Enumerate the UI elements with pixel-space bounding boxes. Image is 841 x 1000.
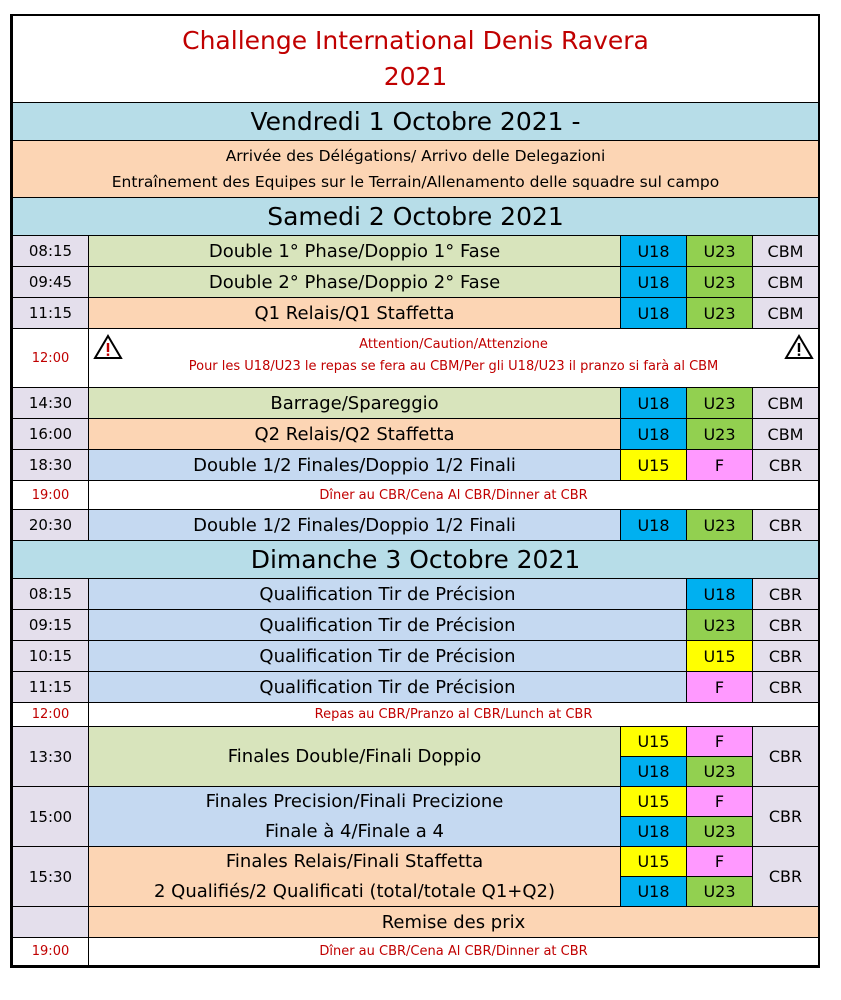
time-cell: 09:15: [13, 610, 89, 641]
event-cell: Barrage/Spareggio: [89, 388, 621, 419]
table-row: [13, 481, 819, 510]
event-cell: Finales Double/Finali Doppio: [89, 727, 621, 787]
event-cell: Double 1° Phase/Doppio 1° Fase: [89, 236, 621, 267]
warning-message: Pour les U18/U23 le repas se fera au CBM/Per gli U18/U23 il pranzo si farà al CBM: [188, 359, 719, 374]
category-badge: U23: [687, 510, 753, 541]
category-badge: F: [687, 450, 753, 481]
event-cell: Double 1/2 Finales/Doppio 1/2 Finali: [89, 450, 621, 481]
category-badge: U18: [621, 388, 687, 419]
category-badge: F: [687, 787, 753, 817]
category-badge: U18: [621, 267, 687, 298]
event-cell: Qualification Tir de Précision: [89, 579, 687, 610]
category-badge: U23: [687, 877, 753, 907]
category-badge: U23: [687, 610, 753, 641]
time-cell: 19:00: [13, 481, 89, 510]
event-cell: Double 1/2 Finales/Doppio 1/2 Finali: [89, 510, 621, 541]
category-badge: F: [687, 727, 753, 757]
title-row: [13, 16, 819, 103]
venue-cell: CBR: [753, 450, 819, 481]
warning-text: [89, 329, 818, 378]
category-badge: U23: [687, 757, 753, 787]
category-badge: F: [687, 672, 753, 703]
time-cell: 15:30: [13, 847, 89, 907]
category-badge: U18: [621, 419, 687, 450]
warning-block: [89, 329, 818, 387]
time-cell: 12:00: [13, 703, 89, 727]
category-badge: U23: [687, 267, 753, 298]
time-cell: [13, 907, 89, 938]
time-cell: 16:00: [13, 419, 89, 450]
note-cell: Repas au CBR/Pranzo al CBR/Lunch at CBR: [89, 703, 819, 727]
event-cell: Remise des prix: [89, 907, 819, 938]
event-cell: Qualification Tir de Précision: [89, 641, 687, 672]
venue-cell: CBR: [753, 579, 819, 610]
category-badge: U18: [621, 877, 687, 907]
venue-cell: CBR: [753, 787, 819, 847]
time-cell: 13:30: [13, 727, 89, 787]
table-row: [13, 787, 819, 817]
event-cell: Qualification Tir de Précision: [89, 610, 687, 641]
schedule-table: [12, 16, 819, 966]
category-badge: U18: [621, 236, 687, 267]
event-cell: Finale à 4/Finale a 4: [89, 817, 621, 847]
event-cell: Double 2° Phase/Doppio 2° Fase: [89, 267, 621, 298]
day-header-sunday: Dimanche 3 Octobre 2021: [13, 541, 819, 579]
time-cell: 11:15: [13, 298, 89, 329]
category-badge: U15: [621, 787, 687, 817]
venue-cell: CBM: [753, 419, 819, 450]
table-row: [13, 267, 819, 298]
event-cell: Q1 Relais/Q1 Staffetta: [89, 298, 621, 329]
event-cell: Qualification Tir de Précision: [89, 672, 687, 703]
table-row: [13, 329, 819, 388]
event-cell: 2 Qualifiés/2 Qualificati (total/totale Q1+Q2): [89, 877, 621, 907]
category-badge: U23: [687, 817, 753, 847]
friday-info: [13, 141, 819, 198]
table-row: [13, 610, 819, 641]
category-badge: U18: [621, 757, 687, 787]
note-cell: Dîner au CBR/Cena Al CBR/Dinner at CBR: [89, 938, 819, 966]
time-cell: 15:00: [13, 787, 89, 847]
category-badge: U23: [687, 388, 753, 419]
event-cell: Finales Relais/Finali Staffetta: [89, 847, 621, 877]
table-row: [13, 877, 819, 907]
table-row: [13, 236, 819, 267]
category-badge: U18: [687, 579, 753, 610]
page-year: 2021: [383, 62, 448, 91]
table-row: [13, 672, 819, 703]
category-badge: U23: [687, 419, 753, 450]
venue-cell: CBR: [753, 510, 819, 541]
category-badge: U23: [687, 298, 753, 329]
warning-triangle-icon: [93, 334, 123, 360]
title-block: [13, 16, 819, 103]
venue-cell: CBM: [753, 298, 819, 329]
day-header-row: [13, 103, 819, 141]
time-cell: 08:15: [13, 236, 89, 267]
warning-cell: [89, 329, 819, 388]
table-row: [13, 703, 819, 727]
table-row: [13, 938, 819, 966]
note-cell: Dîner au CBR/Cena Al CBR/Dinner at CBR: [89, 481, 819, 510]
day-header-friday: Vendredi 1 Octobre 2021 -: [13, 103, 819, 141]
table-row: [13, 388, 819, 419]
time-cell: 18:30: [13, 450, 89, 481]
venue-cell: CBM: [753, 267, 819, 298]
friday-line: Entraînement des Equipes sur le Terrain/Allenamento delle squadre sul campo: [111, 173, 720, 191]
page-title: Challenge International Denis Ravera: [182, 26, 649, 55]
category-badge: U18: [621, 298, 687, 329]
category-badge: U15: [621, 450, 687, 481]
venue-cell: CBR: [753, 672, 819, 703]
venue-cell: CBR: [753, 610, 819, 641]
category-badge: U18: [621, 510, 687, 541]
category-badge: U15: [621, 847, 687, 877]
friday-line: Arrivée des Délégations/ Arrivo delle Delegazioni: [225, 147, 606, 165]
table-row: [13, 727, 819, 757]
category-badge: U15: [621, 727, 687, 757]
time-cell: 19:00: [13, 938, 89, 966]
time-cell: 10:15: [13, 641, 89, 672]
table-row: [13, 907, 819, 938]
category-badge: U18: [621, 817, 687, 847]
time-cell: 09:45: [13, 267, 89, 298]
time-cell: 08:15: [13, 579, 89, 610]
day-header-row: [13, 541, 819, 579]
venue-cell: CBR: [753, 641, 819, 672]
category-badge: U23: [687, 236, 753, 267]
venue-cell: CBR: [753, 727, 819, 787]
day-header-row: [13, 198, 819, 236]
venue-cell: CBR: [753, 847, 819, 907]
table-row: [13, 450, 819, 481]
table-row: [13, 298, 819, 329]
category-badge: F: [687, 847, 753, 877]
category-badge: U15: [687, 641, 753, 672]
time-cell: 14:30: [13, 388, 89, 419]
warning-triangle-icon: [784, 334, 814, 360]
day-header-saturday: Samedi 2 Octobre 2021: [13, 198, 819, 236]
venue-cell: CBM: [753, 388, 819, 419]
time-cell: 11:15: [13, 672, 89, 703]
table-row: [13, 641, 819, 672]
table-row: [13, 847, 819, 877]
time-cell: 12:00: [13, 329, 89, 388]
table-row: [13, 419, 819, 450]
schedule-sheet: [10, 14, 820, 968]
event-cell: Finales Precision/Finali Precizione: [89, 787, 621, 817]
table-row: [13, 510, 819, 541]
info-row: [13, 141, 819, 198]
venue-cell: CBM: [753, 236, 819, 267]
table-row: [13, 817, 819, 847]
table-row: [13, 579, 819, 610]
warning-title: Attention/Caution/Attenzione: [359, 337, 548, 352]
time-cell: 20:30: [13, 510, 89, 541]
event-cell: Q2 Relais/Q2 Staffetta: [89, 419, 621, 450]
